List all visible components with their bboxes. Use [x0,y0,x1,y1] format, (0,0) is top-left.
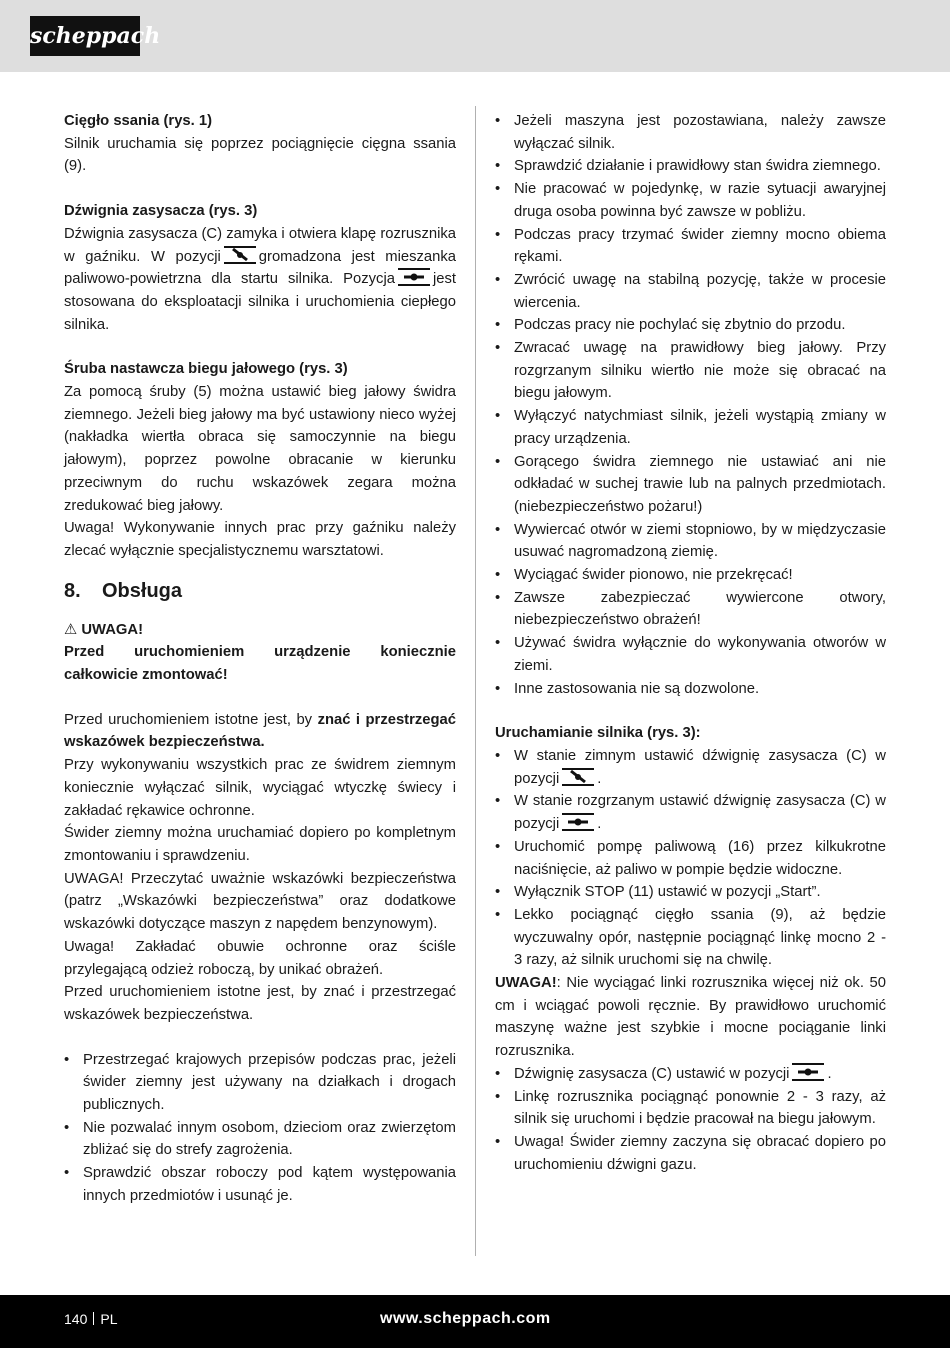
paragraph-idle-note: Uwaga! Wykonywanie innych prac przy gaźniku należy zlecać wyłącznie specjalistycznemu warsztatowi. [64,520,456,559]
start-steps-list [495,745,886,972]
list-item: • Nie pozwalać innym osobom, dzieciom oraz zwierzętom zbliżać się do strefy zagrożenia. [64,1117,456,1162]
list-item: • Linkę rozrusznika pociągnąć ponownie 2 - 3 razy, aż silnik się uruchomi i będzie pracował na biegu jałowym. [495,1086,886,1131]
choke-open-icon [792,1063,824,1081]
list-item: • Dźwignię zasysacza (C) ustawić w pozycji . [495,1063,886,1086]
list-item: • Podczas pracy nie pochylać się zbytnio do przodu. [495,314,886,337]
right-column [495,110,886,1176]
list-item: • Nie pracować w pojedynkę, w razie sytuacji awaryjnej druga osoba powinna być zawsze w pobliżu. [495,178,886,223]
list-item: • Podczas pracy trzymać świder ziemny mocno obiema rękami. [495,224,886,269]
section-title-choke-cable: Cięgło ssania (rys. 1) [64,113,213,129]
list-item: • Wyciągać świder pionowo, nie przekręcać! [495,564,886,587]
warning-title: ⚠ UWAGA! [64,621,144,638]
list-item: • W stanie rozgrzanym ustawić dźwignię zasysacza (C) w pozycji . [495,790,886,835]
list-item: • Inne zastosowania nie są dozwolone. [495,678,886,701]
list-item: • Zawsze zabezpieczać wywiercone otwory, niebezpieczeństwo obrażeń! [495,587,886,632]
choke-open-icon [562,813,594,831]
section-heading-operation: 8. Obsługa [64,579,183,602]
page-header [0,0,950,72]
paragraph-switch-off: Przy wykonywaniu wszystkich prac ze świdrem ziemnym koniecznie wyłączać silnik, wyciągać wtyczkę świecy i zakładać rękawice ochronne. [64,757,456,819]
section-title-engine-start: Uruchamianie silnika (rys. 3): [495,725,701,742]
list-item: • Używać świdra wyłącznie do wykonywania otworów w ziemi. [495,632,886,677]
list-item: • Wywiercać otwór w ziemi stopniowo, by w międzyczasie usuwać nagromadzoną ziemię. [495,519,886,564]
section-title-idle-screw: Śruba nastawcza biegu jałowego (rys. 3) [64,361,348,378]
list-item: • Sprawdzić obszar roboczy pod kątem występowania innych przedmiotów i usunąć je. [64,1162,456,1207]
page-number: 140 [64,1311,88,1327]
website-url: www.scheppach.com [380,1310,551,1327]
brand-logo: scheppach [30,16,140,56]
choke-open-icon [398,268,430,286]
final-steps-list [495,1063,886,1177]
language-code: PL [100,1311,118,1327]
paragraph-protective-gear: Uwaga! Zakładać obuwie ochronne oraz ściśle przylegającą odzież roboczą, by unikać obrażeń. [64,938,456,978]
list-item: • Gorącego świdra ziemnego nie ustawiać ani nie odkładać w suchej trawie lub na palnych przedmiotach. (niebezpieczeństwo pożaru!) [495,451,886,519]
list-item: • Uruchomić pompę paliwową (16) przez kilkukrotne naciśnięcie, aż paliwo w pompie będzie widoczne. [495,836,886,881]
list-item: • Lekko pociągnąć cięgło ssania (9), aż będzie wyczuwalny opór, następnie pociągnąć linkę mocno 2 - 3 razy, aż silnik uruchomi się na chwilę. [495,904,886,972]
section-title-choke-lever: Dźwignia zasysacza (rys. 3) [64,203,258,220]
choke-closed-icon [224,246,256,264]
list-item: • Uwaga! Świder ziemny zaczyna się obracać dopiero po uruchomieniu dźwigni gazu. [495,1131,886,1176]
column-divider [475,106,476,1256]
paragraph-idle-screw: Za pomocą śruby (5) można ustawić bieg jałowy świdra ziemnego. Jeżeli bieg jałowy ma być ustawiony nieco wyżej (nakładka wiertła obraca się samoczynnie na biegu jałowym), poprzez powolne obracanie w kierunku przeciwnym do ruchu wskazówek zegara można zredukować bieg jałowy. [64,384,456,514]
page-info [64,1295,117,1343]
warning-text: Przed uruchomieniem urządzenie koniecznie całkowicie zmontować! [64,644,456,684]
paragraph-assembly: Świder ziemny można uruchamiać dopiero po kompletnym zmontowaniu i sprawdzeniu. [64,825,456,864]
paragraph-safety-repeat: Przed uruchomieniem istotne jest, by znać i przestrzegać wskazówek bezpieczeństwa. [64,984,456,1023]
list-item: • Zwrócić uwagę na stabilną pozycję, także w procesie wiercenia. [495,269,886,314]
left-bullet-list [64,1049,456,1208]
paragraph-safety-intro: Przed uruchomieniem istotne jest, by znać i przestrzegać wskazówek bezpieczeństwa. [64,711,456,751]
paragraph-read-safety: UWAGA! Przeczytać uważnie wskazówki bezpieczeństwa (patrz „Wskazówki bezpieczeństwa” oraz dodatkowe wskazówki dotyczące maszyn z napędem benzynowym). [64,870,456,933]
list-item: • Zwracać uwagę na prawidłowy bieg jałowy. Przy rozgrzanym silniku wiertło nie może się obracać na biegu jałowym. [495,337,886,405]
choke-closed-icon [562,768,594,786]
list-item: • W stanie zimnym ustawić dźwignię zasysacza (C) w pozycji . [495,745,886,790]
paragraph-choke-lever: Dźwignia zasysacza (C) zamyka i otwiera klapę rozrusznika w gaźniku. W pozycji gromadzona jest mieszanka paliwowo-powietrzna dla startu silnika. Pozycja jest stosowana do eksploatacji silnika i uruchomienia ciepłego silnika. [64,225,457,333]
paragraph-starter-warning: UWAGA!: Nie wyciągać linki rozrusznika więcej niż ok. 50 cm i wciągać powoli ręcznie. By prawidłowo uruchomić maszynę ważne jest szybkie i mocne pociąganie linki rozrusznika. [495,975,886,1060]
list-item: • Wyłącznik STOP (11) ustawić w pozycji „Start”. [495,881,886,904]
right-bullet-list [495,110,886,700]
paragraph-choke-cable: Silnik uruchamia się poprzez pociągnięcie cięgna ssania (9). [64,135,456,175]
page-footer [0,1295,950,1348]
list-item: • Wyłączyć natychmiast silnik, jeżeli wystąpią zmiany w pracy urządzenia. [495,405,886,450]
list-item: • Sprawdzić działanie i prawidłowy stan świdra ziemnego. [495,155,886,178]
left-column [64,110,456,1208]
list-item: • Przestrzegać krajowych przepisów podczas prac, jeżeli świder ziemny jest używany na działkach i drogach publicznych. [64,1049,456,1117]
list-item: • Jeżeli maszyna jest pozostawiana, należy zawsze wyłączać silnik. [495,110,886,155]
